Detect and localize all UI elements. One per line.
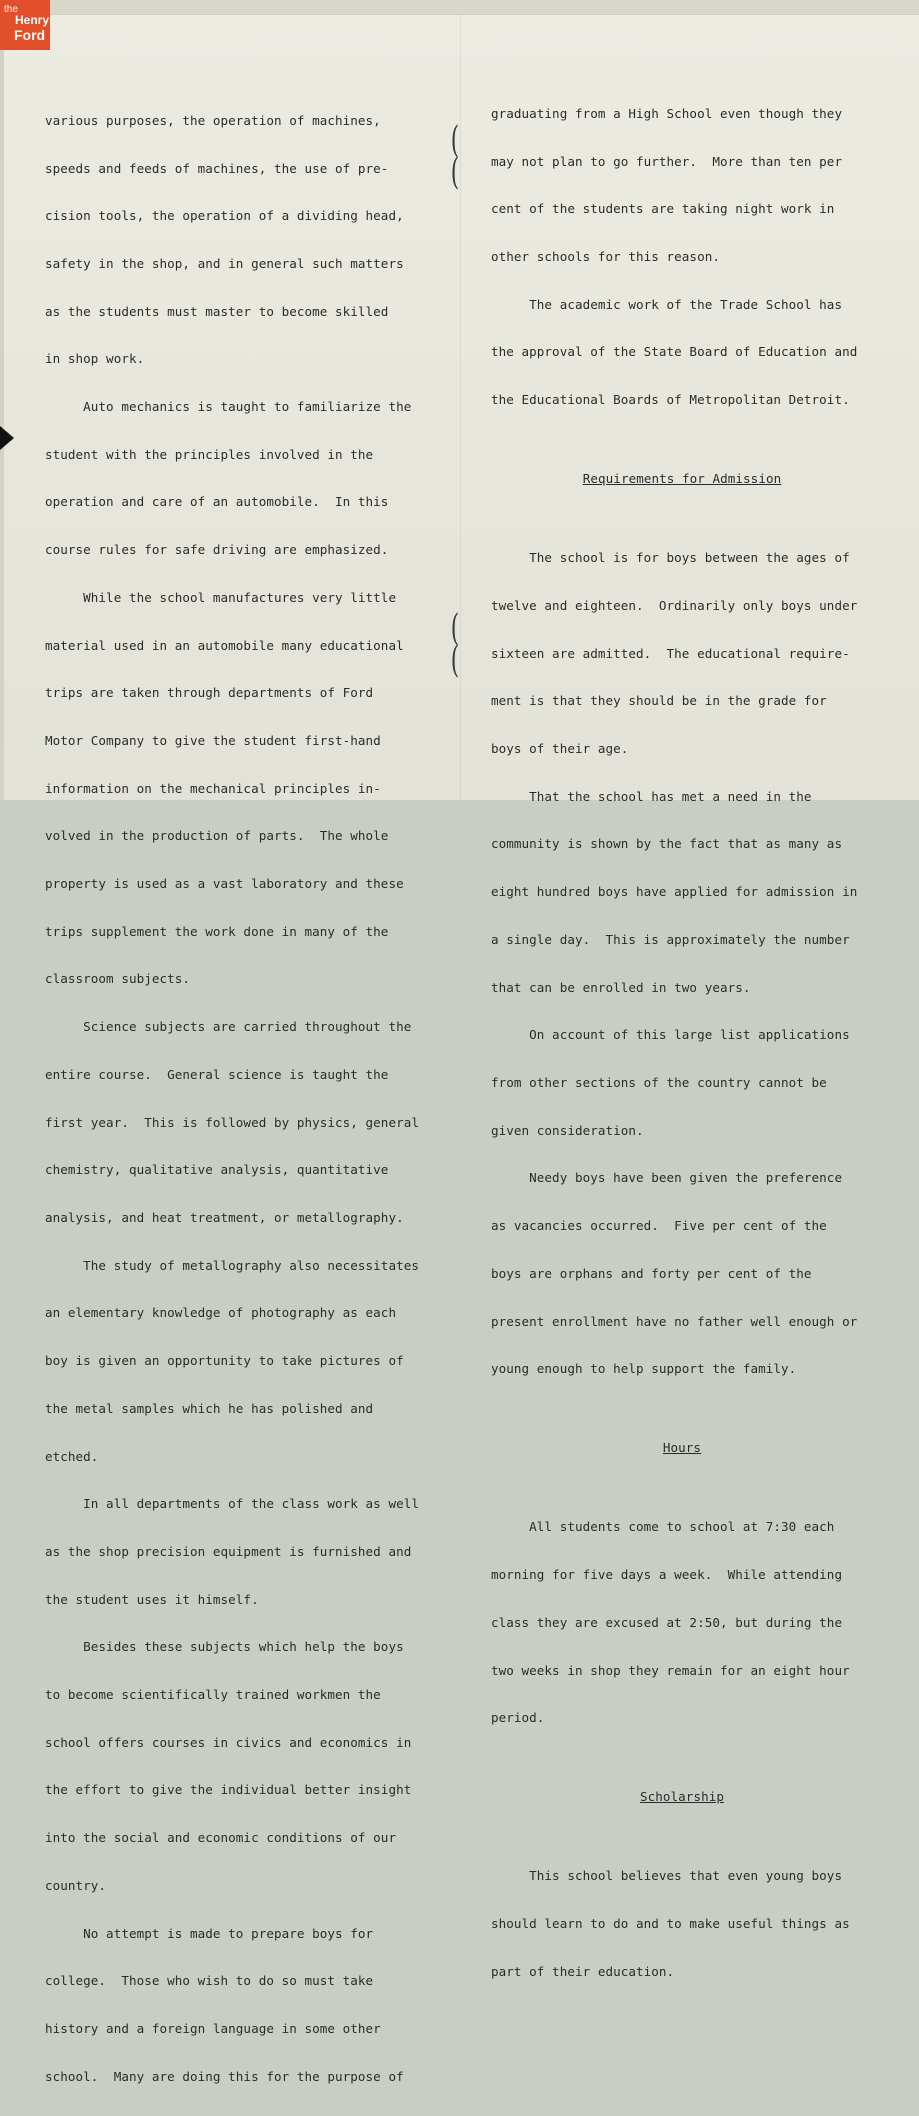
logo-line-1: the — [4, 4, 18, 15]
text-line: This school believes that even young boys — [491, 1868, 843, 1884]
text-line: from other sections of the country cannot be — [491, 1074, 827, 1090]
text-line: country. — [45, 1877, 107, 1893]
text-line: student with the principles involved in the — [45, 446, 374, 462]
text-line: No attempt is made to prepare boys for — [45, 1925, 374, 1941]
text-line: the approval of the State Board of Education and — [491, 344, 858, 360]
text-line: volved in the production of parts. The whole — [45, 828, 389, 844]
text-line: class they are excused at 2:50, but during the — [491, 1614, 843, 1630]
text-line: school. Many are doing this for the purpose of — [45, 2068, 404, 2084]
text-line: That the school has met a need in the — [491, 788, 812, 804]
text-line: The school is for boys between the ages of — [491, 550, 850, 566]
text-line: young enough to help support the family. — [491, 1361, 797, 1377]
text-line: eight hundred boys have applied for admission in — [491, 884, 858, 900]
text-line: may not plan to go further. More than ten per — [491, 153, 843, 169]
text-line: On account of this large list applications — [491, 1027, 850, 1043]
text-line: sixteen are admitted. The educational require- — [491, 645, 850, 661]
text-line: ment is that they should be in the grade for — [491, 693, 827, 709]
text-line: property is used as a vast laboratory and these — [45, 876, 404, 892]
page-top-strip — [0, 0, 919, 15]
text-line: twelve and eighteen. Ordinarily only boys under — [491, 597, 858, 613]
logo-line-3: Ford — [14, 27, 46, 43]
bracket-mark-icon: ( — [450, 640, 460, 681]
text-line: first year. This is followed by physics, general — [45, 1114, 419, 1130]
text-line: The study of metallography also necessitates — [45, 1257, 419, 1273]
text-line: Motor Company to give the student first-hand — [45, 732, 381, 748]
text-line: analysis, and heat treatment, or metallography. — [45, 1209, 404, 1225]
text-line: etched. — [45, 1448, 99, 1464]
text-line: boys are orphans and forty per cent of the — [491, 1265, 812, 1281]
text-line: Science subjects are carried throughout the — [45, 1019, 412, 1035]
text-line: college. Those who wish to do so must take — [45, 1973, 374, 1989]
text-line: graduating from a High School even though they — [491, 105, 843, 121]
text-line: should learn to do and to make useful things as — [491, 1916, 850, 1932]
text-line: an elementary knowledge of photography as each — [45, 1305, 397, 1321]
text-line: In all departments of the class work as well — [45, 1496, 419, 1512]
text-line: classroom subjects. — [45, 971, 191, 987]
text-line: in shop work. — [45, 351, 145, 367]
text-line: All students come to school at 7:30 each — [491, 1519, 835, 1535]
bracket-mark-icon: ( — [450, 120, 460, 161]
text-line: history and a foreign language in some other — [45, 2020, 381, 2036]
left-text-column — [45, 81, 419, 2116]
text-line: safety in the shop, and in general such matters — [45, 255, 404, 271]
text-line: cent of the students are taking night work in — [491, 201, 835, 217]
text-line: trips supplement the work done in many of the — [45, 923, 389, 939]
text-line: the Educational Boards of Metropolitan Detroit. — [491, 392, 850, 408]
text-line: operation and care of an automobile. In this — [45, 494, 389, 510]
text-line: as vacancies occurred. Five per cent of the — [491, 1218, 827, 1234]
requirements-heading: Requirements for Admission — [582, 470, 782, 486]
text-line: given consideration. — [491, 1122, 644, 1138]
text-line: into the social and economic conditions of our — [45, 1830, 397, 1846]
right-text-column — [491, 74, 873, 2012]
text-line: present enrollment have no father well enough or — [491, 1313, 858, 1329]
text-line: part of their education. — [491, 1963, 675, 1979]
text-line: course rules for safe driving are emphasized. — [45, 542, 389, 558]
text-line: as the students must master to become skilled — [45, 303, 389, 319]
text-line: cision tools, the operation of a dividing head, — [45, 208, 404, 224]
text-line: as the shop precision equipment is furnished and — [45, 1543, 412, 1559]
hours-heading: Hours — [662, 1439, 702, 1455]
bracket-mark-icon: ( — [450, 152, 460, 193]
text-line: various purposes, the operation of machines, — [45, 112, 381, 128]
text-line: the effort to give the individual better insight — [45, 1782, 412, 1798]
text-line: entire course. General science is taught the — [45, 1066, 389, 1082]
logo-line-2: Henry — [15, 13, 50, 27]
text-line: a single day. This is approximately the number — [491, 931, 850, 947]
arrow-marker-icon — [0, 426, 14, 450]
text-line: school offers courses in civics and economics in — [45, 1734, 412, 1750]
text-line: Auto mechanics is taught to familiarize the — [45, 399, 412, 415]
text-line: speeds and feeds of machines, the use of pre- — [45, 160, 389, 176]
henry-ford-logo — [0, 0, 50, 50]
text-line: While the school manufactures very little — [45, 589, 397, 605]
text-line: that can be enrolled in two years. — [491, 979, 751, 995]
text-line: chemistry, qualitative analysis, quantitative — [45, 1162, 389, 1178]
text-line: community is shown by the fact that as many as — [491, 836, 843, 852]
text-line: Needy boys have been given the preference — [491, 1170, 843, 1186]
text-line: material used in an automobile many educational — [45, 637, 404, 653]
text-line: the student uses it himself. — [45, 1591, 259, 1607]
text-line: the metal samples which he has polished and — [45, 1400, 374, 1416]
bracket-mark-icon: ( — [450, 608, 460, 649]
text-line: two weeks in shop they remain for an eight hour — [491, 1662, 850, 1678]
text-line: boys of their age. — [491, 741, 629, 757]
page-left-edge — [0, 0, 4, 800]
text-line: Besides these subjects which help the boys — [45, 1639, 404, 1655]
text-line: trips are taken through departments of Ford — [45, 685, 374, 701]
text-line: boy is given an opportunity to take pictures of — [45, 1353, 404, 1369]
scholarship-heading: Scholarship — [640, 1788, 724, 1804]
text-line: information on the mechanical principles in- — [45, 780, 381, 796]
text-line: period. — [491, 1710, 545, 1726]
text-line: other schools for this reason. — [491, 248, 720, 264]
page-fold — [460, 14, 461, 800]
text-line: The academic work of the Trade School has — [491, 296, 843, 312]
text-line: to become scientifically trained workmen the — [45, 1687, 381, 1703]
text-line: morning for five days a week. While attending — [491, 1567, 843, 1583]
